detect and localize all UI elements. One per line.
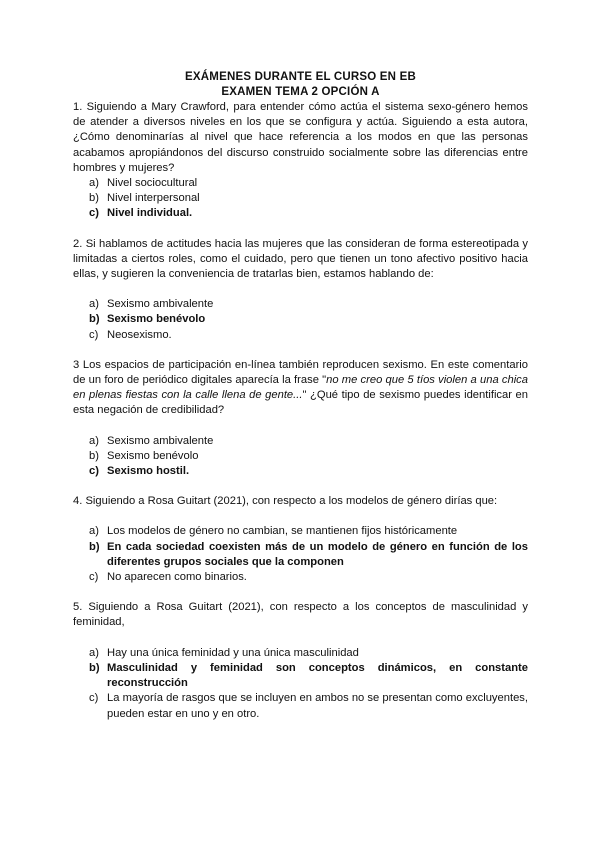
question-3 bbox=[73, 358, 528, 479]
option-3b[interactable] bbox=[73, 449, 528, 464]
option-5a[interactable] bbox=[73, 646, 528, 661]
option-letter: a) bbox=[89, 525, 99, 538]
option-3a[interactable] bbox=[73, 434, 528, 449]
option-letter: a) bbox=[89, 646, 99, 659]
option-text: Nivel individual. bbox=[107, 207, 193, 220]
exam-page bbox=[73, 70, 528, 722]
option-letter: c) bbox=[89, 571, 99, 584]
question-5-text: 5. Siguiendo a Rosa Guitart (2021), con respecto a los conceptos de masculinidad y feminidad, bbox=[73, 601, 528, 629]
option-4b[interactable] bbox=[73, 540, 528, 570]
option-2a[interactable] bbox=[73, 297, 528, 312]
question-3-text-end: " ¿Qué tipo de sexismo puedes identificar en esta negación de credibilidad? bbox=[73, 389, 528, 417]
option-5b[interactable] bbox=[73, 661, 528, 691]
question-3-text-start: 3 Los espacios de participación en-línea también reproducen sexismo. En este comentario de un foro de periódico digitales aparecía la frase " bbox=[73, 358, 528, 387]
option-1b[interactable] bbox=[73, 191, 528, 206]
option-text: No aparecen como binarios. bbox=[107, 571, 247, 584]
question-5 bbox=[73, 600, 528, 721]
exam-header-line2: EXAMEN TEMA 2 OPCIÓN A bbox=[221, 86, 380, 98]
option-letter: b) bbox=[89, 192, 99, 205]
option-letter: a) bbox=[89, 434, 99, 447]
option-letter: b) bbox=[89, 661, 100, 674]
option-letter: c) bbox=[89, 692, 99, 705]
option-text: Neosexismo. bbox=[107, 328, 172, 341]
question-5-options bbox=[73, 646, 528, 722]
question-3-text bbox=[73, 358, 528, 419]
option-text: La mayoría de rasgos que se incluyen en ambos no se presentan como excluyentes, pueden estar en uno y en otro. bbox=[107, 692, 528, 720]
question-1-options bbox=[73, 176, 528, 222]
option-letter: c) bbox=[89, 207, 99, 220]
option-3c[interactable] bbox=[73, 464, 528, 479]
option-2b[interactable] bbox=[73, 312, 528, 327]
exam-header-line1: EXÁMENES DURANTE EL CURSO EN EB bbox=[185, 71, 416, 83]
option-letter: a) bbox=[89, 298, 99, 311]
option-text: En cada sociedad coexisten más de un modelo de género en función de los diferentes grupos sociales que la componen bbox=[107, 540, 528, 568]
question-1-text: 1. Siguiendo a Mary Crawford, para entender cómo actúa el sistema sexo-género hemos de atender a diversos niveles en los que se configura y actúa. Siguiendo a esta autora, ¿Cómo denominarías al nivel que hace referencia a los modos en que las personas acabamos apropiándonos del discurso construido socialmente sobre las diferencias entre hombres y mujeres? bbox=[73, 101, 528, 174]
question-2-options bbox=[73, 297, 528, 343]
option-letter: c) bbox=[89, 465, 99, 478]
option-text: Nivel interpersonal bbox=[107, 192, 200, 205]
option-letter: a) bbox=[89, 177, 99, 190]
option-letter: b) bbox=[89, 313, 100, 326]
option-text: Nivel sociocultural bbox=[107, 177, 198, 190]
option-text: Sexismo hostil. bbox=[107, 465, 190, 478]
question-4 bbox=[73, 494, 528, 585]
question-1 bbox=[73, 100, 528, 222]
option-text: Sexismo benévolo bbox=[107, 449, 199, 462]
option-1c[interactable] bbox=[73, 206, 528, 221]
option-2c[interactable] bbox=[73, 328, 528, 343]
option-4a[interactable] bbox=[73, 524, 528, 539]
option-text: Hay una única feminidad y una única masculinidad bbox=[107, 646, 359, 659]
option-text: Sexismo ambivalente bbox=[107, 434, 214, 447]
option-1a[interactable] bbox=[73, 176, 528, 191]
option-letter: b) bbox=[89, 540, 100, 553]
option-5c[interactable] bbox=[73, 691, 528, 721]
option-4c[interactable] bbox=[73, 570, 528, 585]
question-3-options bbox=[73, 434, 528, 480]
question-4-text: 4. Siguiendo a Rosa Guitart (2021), con respecto a los modelos de género dirías que: bbox=[73, 495, 498, 508]
option-text: Los modelos de género no cambian, se mantienen fijos históricamente bbox=[107, 525, 458, 538]
question-3-quote: no me creo que 5 tíos violen a una chica en plenas fiestas con la calle llena de gente... bbox=[73, 374, 528, 402]
question-2 bbox=[73, 237, 528, 343]
option-text: Masculinidad y feminidad son conceptos dinámicos, en constante reconstrucción bbox=[107, 661, 528, 690]
option-text: Sexismo benévolo bbox=[107, 313, 206, 326]
question-2-text: 2. Si hablamos de actitudes hacia las mujeres que las consideran de forma estereotipada y limitadas a ciertos roles, como el cuidado, pero que tienen un tono afectivo positivo hacia ellas, y sugieren la conveniencia de tratarlas bien, estamos hablando de: bbox=[73, 237, 528, 281]
option-letter: c) bbox=[89, 328, 99, 341]
question-4-options bbox=[73, 524, 528, 585]
option-text: Sexismo ambivalente bbox=[107, 298, 214, 311]
option-letter: b) bbox=[89, 449, 99, 462]
